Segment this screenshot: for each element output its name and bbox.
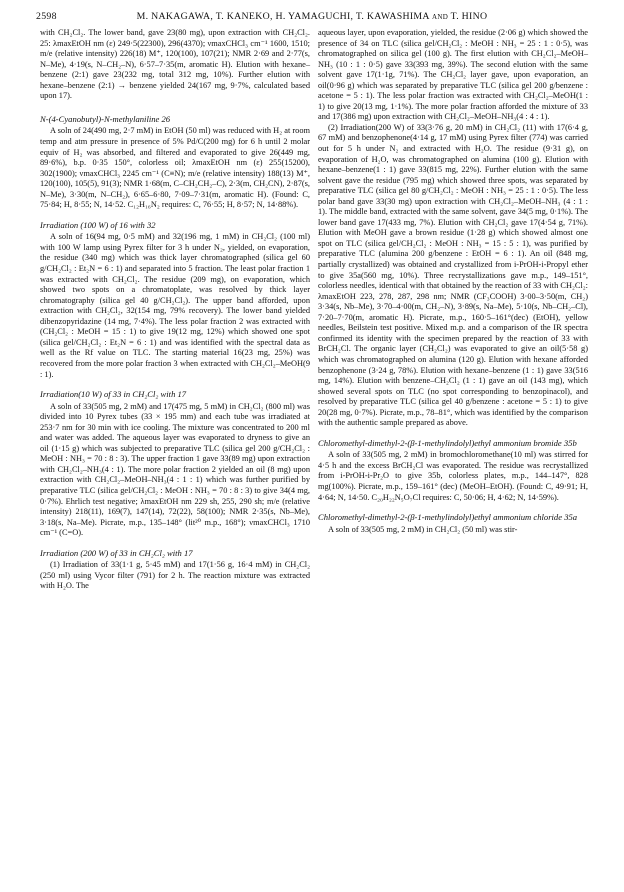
paragraph-compound-35b: A soln of 33(505 mg, 2 mM) in bromochloromethane(10 ml) was stirred for 4·5 h and the excess BrCH₂Cl was evaporated. The residue was recrystallized from i-PrOH-i-Pr₂O to give 35b, colorless plates, m.p., 144–147°, 828 mg(100%). Picrate, m.p., 159–161° (dec) (MeOH–EtOH). (Found: C, 49·91; H, 4·64; N, 14·50. C₂₀H₂₂N₅O₇Cl requires: C, 50·06; H, 4·62; N, 14·59%). — [318, 450, 588, 502]
page-number: 2598 — [36, 11, 57, 22]
section-heading-irradiation-10w: Irradiation(10 W) of 33 in CH₂Cl₂ with 17 — [40, 389, 187, 400]
section-heading-compound-35a: Chloromethyl-dimethyl-2-(β-1-methylindolyl)ethyl ammonium chloride 35a — [318, 512, 578, 523]
paragraph-compound-35a: A soln of 33(505 mg, 2 mM) in CH₂Cl₂ (50 ml) was stir- — [328, 524, 518, 534]
running-header — [36, 11, 588, 25]
section-heading-compound-26: N-(4-Cyanobutyl)-N-methylaniline 26 — [40, 113, 171, 124]
left-column — [40, 28, 310, 592]
paragraph-irradiation-100w: A soln of 16(94 mg, 0·5 mM) and 32(196 mg, 1 mM) in CH₂Cl₂ (100 ml) with 100 W lamp using Pyrex filter for 3 h under N₂, yielded, on evaporation, the residue (340 mg) which was thick layer chromatographed (silica gel 60 g/CH₂Cl₂ : Et₂N = 6 : 1) and separated into 5 fraction. The least polar fraction 1 was extracted with CH₂Cl₂. The residue (209 mg), on evaporation, which showed two spots on a chromatoplate, was resolved by thick layer chromatography (silica gel 40 g/CH₂Cl₂). The upper band afforded, upon extraction with CH₂Cl₂, 32(154 mg, 79% recovery). The lower band yielded dibenzopyridazine (14 mg, 7·4%). The less polar fraction 2 was extracted with (CH₂Cl₂ : MeOH = 15 : 1) to give 19(12 mg, 12%) which showed one spot (silica gel/CH₂Cl₂ : Et₂N = 6 : 1) and was identified with the spectral data as well as the Rf value on TLC. The starting material 16(23 mg, 25%) was recovered from the more polar fraction 3 when extracted with CH₂Cl₂–MeOH(9 : 1). — [40, 232, 310, 379]
section-heading-irradiation-100w: Irradiation (100 W) of 16 with 32 — [40, 219, 156, 230]
paragraph-continued: with CH₂Cl₂. The lower band, gave 23(80 mg), upon extraction with CH₂Cl₂. 25: λmaxEtOH nm (ε) 249·5(22300), 296(4370); νmaxCHCl₃ cm⁻¹ 1600, 1510; m/e (relative intensity) 226(18) M⁺, 120(100), 107(21); NMR 2·69 and 2·77(s, N–Me), 4·19(s, N–CH₂–N), 6·57–7·35(m, aromatic H). Elution with hexane–benzene (2:1) gave 23(232 mg, total 312 mg, 10%). Further elution with hexane–benzene (2:1) → benzene yielded 24(167 mg, 9·7%, calculated based upon 17). — [40, 28, 310, 101]
paragraph-irradiation-10w: A soln of 33(505 mg, 2 mM) and 17(475 mg, 5 mM) in CH₂Cl₂ (800 ml) was divided into 10 Pyrex tubes (33 × 195 mm) and each tube was irradiated at 253·7 nm for 30 min with ice cooling. The mixture was concentrated to 200 ml and water was added. The aqueous layer was evaporated to dryness to give an oil (1·15 g) which was subjected to preparative TLC (silica gel 200 g/CH₂Cl₂ : MeOH : NH₃ = 70 : 8 : 3). The upper fraction 1 gave 33(89 mg) upon extraction with CH₂Cl₂–NH₃(4 : 1). The more polar fraction 2 yielded an oil (8 mg) upon extraction with CH₂Cl₂–MeOH–NH₃(4 : 1 : 1) which was further purified by preparative TLC (silica gel/CH₂Cl₂ : MeOH : NH₃ = 70 : 8 : 3) to give 34(4 mg, 0·7%). Ehrlich test negative; λmaxEtOH nm 229 sh, 255, 290 sh; m/e (relative intensity) 218(11), 169(7), 147(14), 72(22), 58(100); NMR 2·35(s, Nb–Me), 3·18(s, Na–Me). Picrate, m.p., 135–148° (lit²⁰ m.p., 168°); νmaxCHCl₃ 1710 cm⁻¹ (C=O). — [40, 401, 310, 538]
section-heading-compound-35b: Chloromethyl-dimethyl-2-(β-1-methylindolyl)ethyl ammonium bromide 35b — [318, 437, 577, 448]
paragraph-compound-26: A soln of 24(490 mg, 2·7 mM) in EtOH (50 ml) was reduced with H₂ at room temp and atm pressure in presence of 5% Pd/C(200 mg) for 6 h until 2 molar equiv of H₂ was absorbed, and filtered and evaporated to give 26(449 mg, 89·6%), b.p. 0·35 150°, colorless oil; λmaxEtOH nm (ε) 255(15200), 302(1900); νmaxCHCl₃ 2245 cm⁻¹ (C≡N); m/e (relative intensity) 188(13) M⁺, 120(100), 105(5), 91(3); NMR 1·68(m, C–CH₂CH₂–C), 2·3(m, CH₂CN), 2·87(s, N–Me), 3·30(m, N–CH₂), 6·65–6·80, 7·09–7·31(m, aromatic H). (Found: C, 75·84; H, 8·55; N, 14·52. C₁₂H₁₆N₂ requires: C, 76·55; H, 8·57; N, 14·88%). — [40, 126, 310, 210]
paragraph-irradiation-2: (2) Irradiation(200 W) of 33(3·76 g, 20 mM) in CH₂Cl₂ (11) with 17(6·4 g, 67 mM) and benzophenone(4·14 g, 17 mM) using Pyrex filter (774) was carried out for 5 h under N₂ and extracted with H₂O. The residue (9·31 g), on evaporation of H₂O, was chromatographed on alumina (100 g). Elution with hexane–benzene(1 : 1) gave 33(815 mg, 22%). Further elution with the same solvent gave the residue (795 mg) which showed three spots, was separated by preparative TLC (silica gel 80 g/CH₂Cl₂ : MeOH : NH₃ = 25 : 1 : 0·5). The less polar band gave 33(30 mg) upon extraction with CH₂Cl₂–MeOH–NH₃ (4 : 1 : 1). The middle band, extracted with the same solvent, gave 34(5 mg, 0·1%). The lower band gave 17(433 mg, 7%). Elution with CH₂Cl₂ gave 17(4·54 g, 71%). Elution with MeOH gave a brown residue (1·28 g) which showed almost one spot on TLC (silica gel/CH₂Cl₂ : MeOH : NH₃ = 15 : 5 : 1), was purified by preparative TLC (alumina 200 g/benzene : EtOH = 6 : 1). An oil (848 mg, partially crystallized) was obtained and crystallized from i-PrOH-i-Propyl ether to give 35a(560 mg, 10%). Three recrystallizations gave m.p., 149–151°, colorless needles, identical with that obtained by the reaction of 33 with CH₂Cl₂: λmaxEtOH 223, 278, 287, 298 nm; NMR (CF₃COOH) 3·00–3·50(m, CH₂) 3·34(s, Nb–Me), 3·70–4·00(m, CH₂–N), 3·89(s, Na–Me), 5·10(s, Nb–CH₂–Cl), 7·20–7·70(m, aromatic H). Picrate, m.p., 160·5–161°(dec) (EtOH), yellow needles, Beilstein test positive. Mixed m.p. and a comparison of the IR spectra confirmed its identity with the specimen prepared by the reaction of 33 with BrCH₂Cl. The organic layer (CH₂Cl₂) was evaporated to give an oil(5·58 g) which was chromatographed on alumina (120 g). Elution with hexane afforded benzophenone (3·24 g, 78%). Elution with hexane–benzene (1 : 1) gave 33(516 mg, 14%). Elution with benzene–CH₂Cl₂ (1 : 1) gave an oil (143 mg), which showed several spots on TLC (no spot corresponding to benzopinacol), and resolved by preparative TLC (silica gel 40 g/benzene : acetone = 5 : 1) to give 20(28 mg, 0·7%). Picrate, m.p., 78–81°, which was identified by the comparison with the authentic sample prepared as above. — [318, 122, 588, 428]
paragraph-irradiation-200w: (1) Irradiation of 33(1·1 g, 5·45 mM) and 17(1·56 g, 16·4 mM) in CH₂Cl₂ (250 ml) using Vycor filter (791) for 2 h. The reaction mixture was extracted with H₂O. The — [40, 560, 310, 591]
running-header-authors: M. NAKAGAWA, T. KANEKO, H. YAMAGUCHI, T. KAWASHIMA and T. HINO — [136, 11, 488, 22]
paragraph-continued-right: aqueous layer, upon evaporation, yielded, the residue (2·06 g) which showed the presence of 34 on TLC (silica gel/CH₂Cl₂ : MeOH : NH₃ = 25 : 1 : 0·5), was chromatographed on silica gel (100 g). The first elution with CH₂Cl₂–MeOH–NH₃ (10 : 1 : 0·5) gave 33(393 mg, 39%). The second elution with the same solvent gave 17(1·1g, 71%). The CH₂Cl₂ layer gave, upon evaporation, an oil(0·96 g) which was separated by preparative TLC (silica gel 200 g/benzene : acetone = 5 : 1). The less polar fraction was extracted with CH₂Cl₂–MeOH(1 : 1) to give 20(13 mg, 1·1%). The more polar fraction afforded the mixture of 33 and 17(386 mg) upon extraction with CH₂Cl₂–MeOH–NH₃(4 : 4 : 1). — [318, 28, 588, 122]
section-heading-irradiation-200w: Irradiation (200 W) of 33 in CH₂Cl₂ with 17 — [40, 547, 193, 558]
right-column — [318, 28, 588, 535]
